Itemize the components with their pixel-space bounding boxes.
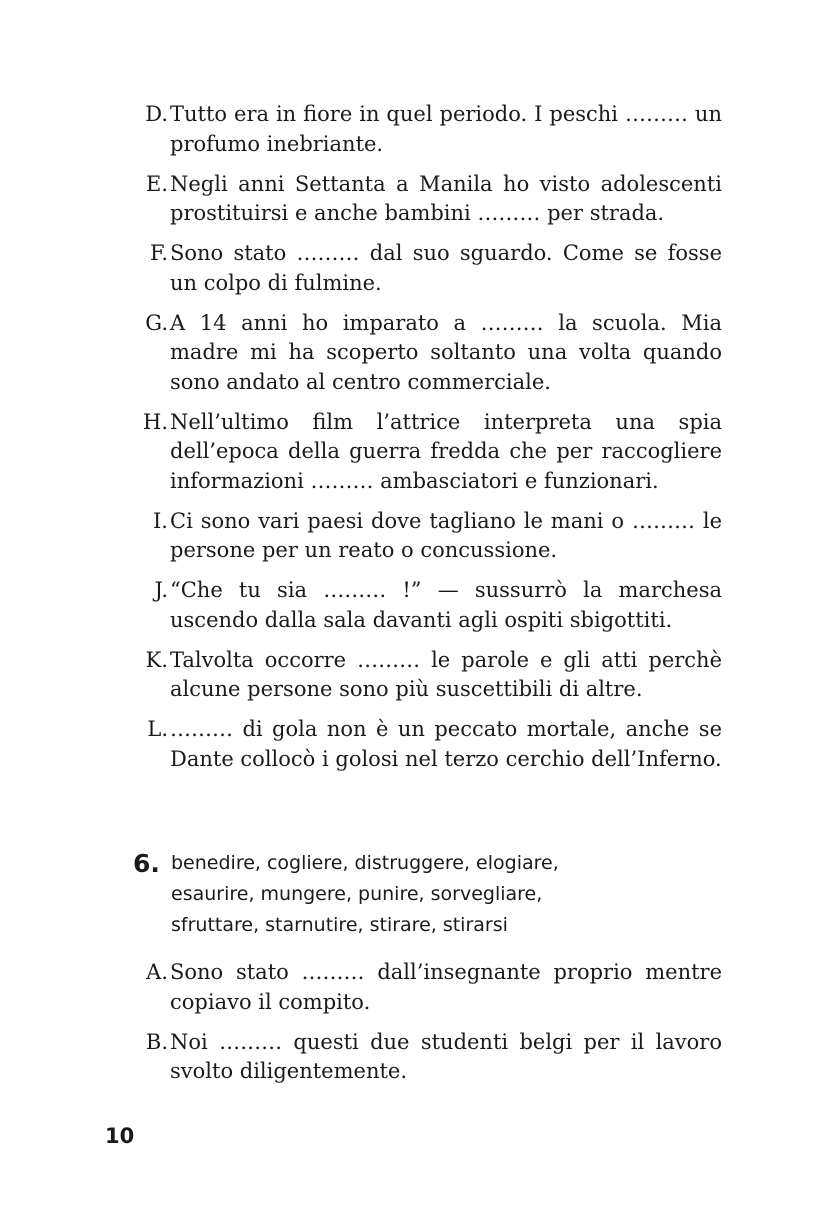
item-text: “Che tu sia ……… !” — sussurrò la marchesa uscendo dalla sala davanti agli ospiti sbigottiti. xyxy=(170,578,722,632)
item-text: Nell’ultimo film l’attrice interpreta una spia dell’epoca della guerra fredda che per raccogliere informazioni ……… ambasciatori e funzionari. xyxy=(170,409,722,493)
list-item xyxy=(132,100,722,159)
list-item xyxy=(132,576,722,635)
word-bank xyxy=(171,848,559,941)
item-text: Talvolta occorre ……… le parole e gli atti perchè alcune persone sono più suscettibili di altre. xyxy=(170,647,722,701)
item-text: Tutto era in fiore in quel periodo. I peschi ……… un profumo inebriante. xyxy=(170,102,722,156)
item-text: ……… di gola non è un peccato mortale, anche se Dante collocò i golosi nel terzo cerchio dell’Inferno. xyxy=(170,717,722,771)
item-letter: K. xyxy=(145,647,168,672)
item-text: Ci sono vari paesi dove tagliano le mani o ……… le persone per un reato o concussione. xyxy=(170,508,722,562)
exercise-number: 6. xyxy=(133,849,160,878)
item-letter: B. xyxy=(145,1029,168,1054)
list-item xyxy=(132,408,722,497)
list-item xyxy=(132,1028,722,1087)
list-item xyxy=(132,239,722,298)
item-text: A 14 anni ho imparato a ……… la scuola. Mia madre mi ha scoperto soltanto una volta quando sono andato al centro commerciale. xyxy=(170,310,722,394)
item-letter: E. xyxy=(145,171,168,196)
item-text: Sono stato ……… dall’insegnante proprio mentre copiavo il compito. xyxy=(170,960,722,1014)
list-item xyxy=(132,507,722,566)
list-item xyxy=(132,958,722,1017)
item-text: Sono stato ……… dal suo sguardo. Come se fosse un colpo di fulmine. xyxy=(170,241,722,295)
item-letter: D. xyxy=(145,102,168,126)
exercise-6-items xyxy=(132,958,722,1097)
list-item xyxy=(132,715,722,774)
list-item xyxy=(132,309,722,398)
item-text: Noi ……… questi due studenti belgi per il lavoro svolto diligentemente. xyxy=(170,1029,722,1083)
item-letter: L. xyxy=(147,717,168,741)
list-item xyxy=(132,646,722,705)
item-text: Negli anni Settanta a Manila ho visto adolescenti prostituirsi e anche bambini ……… per strada. xyxy=(170,171,722,225)
page-number: 10 xyxy=(105,1124,135,1148)
list-item xyxy=(132,170,722,229)
item-letter: A. xyxy=(146,960,168,984)
word-bank-line: sfruttare, starnutire, stirare, stirarsi xyxy=(171,914,508,936)
word-bank-line: benedire, cogliere, distruggere, elogiare, xyxy=(171,852,559,874)
exercise-5-items xyxy=(132,100,722,785)
item-letter: F. xyxy=(150,241,168,265)
word-bank-line: esaurire, mungere, punire, sorvegliare, xyxy=(171,883,543,905)
exercise-6-header xyxy=(133,848,733,941)
item-letter: H. xyxy=(143,409,168,434)
item-letter: I. xyxy=(153,508,168,533)
item-letter: G. xyxy=(145,310,168,335)
item-letter: J. xyxy=(154,578,168,602)
